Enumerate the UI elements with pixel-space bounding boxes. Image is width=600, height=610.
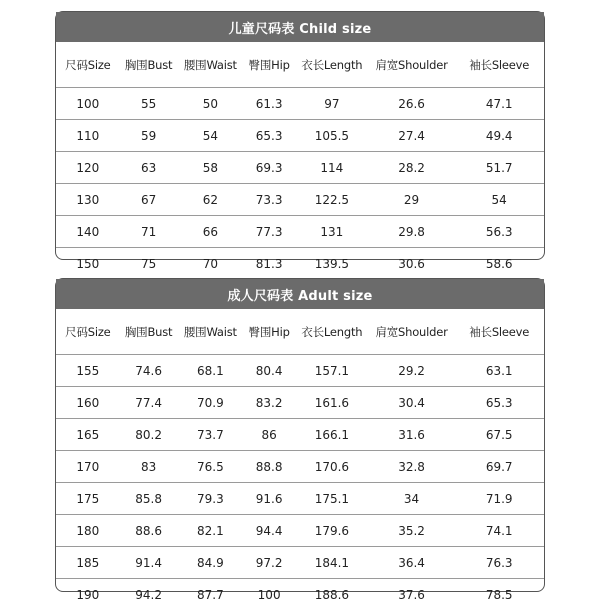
cell-hip: 80.4 [255,363,283,378]
cell-bust: 88.6 [135,523,162,538]
cell-size: 150 [76,256,100,271]
cell-hip: 91.6 [255,491,283,506]
table-row [56,247,544,279]
child-table-header-row [56,42,544,87]
adult-size-table [55,278,545,602]
cell-shoulder: 29 [403,192,420,207]
cell-hip: 94.4 [255,523,283,538]
cell-sleeve: 54 [491,192,507,207]
cell-length: 157.1 [314,363,350,378]
header-waist: 腰围Waist [183,324,237,339]
cell-shoulder: 30.4 [398,395,425,410]
header-bust: 胸围Bust [124,324,173,339]
header-size: 尺码Size [65,324,111,339]
cell-waist: 58 [202,160,218,175]
cell-shoulder: 32.8 [398,459,425,474]
cell-length: 188.6 [314,587,350,602]
cell-hip: 86 [261,427,277,442]
cell-size: 130 [76,192,100,207]
table-row [56,514,544,546]
cell-waist: 70 [202,256,218,271]
cell-sleeve: 63.1 [485,363,513,378]
cell-hip: 81.3 [255,256,283,271]
cell-length: 170.6 [314,459,350,474]
table-row [56,151,544,183]
cell-bust: 83 [140,459,157,474]
header-length: 衣长Length [301,324,363,339]
cell-sleeve: 71.9 [485,491,513,506]
cell-size: 120 [76,160,100,175]
cell-hip: 83.2 [255,395,283,410]
cell-hip: 88.8 [255,459,283,474]
table-row [56,546,544,578]
cell-waist: 87.7 [197,587,224,602]
cell-length: 131 [320,224,344,239]
cell-length: 179.6 [314,523,350,538]
header-waist: 腰围Waist [183,57,237,72]
cell-bust: 59 [140,128,157,143]
cell-shoulder: 34 [403,491,420,506]
child-table-title: 儿童尺码表 Child size [56,12,544,42]
cell-shoulder: 28.2 [398,160,425,175]
header-length: 衣长Length [301,57,363,72]
cell-waist: 50 [202,96,218,111]
cell-waist: 84.9 [197,555,224,570]
cell-sleeve: 47.1 [485,96,513,111]
cell-waist: 70.9 [197,395,224,410]
cell-length: 114 [320,160,344,175]
cell-bust: 77.4 [135,395,162,410]
table-row [56,215,544,247]
cell-sleeve: 74.1 [485,523,513,538]
cell-shoulder: 35.2 [398,523,425,538]
cell-size: 110 [76,128,100,143]
cell-shoulder: 36.4 [398,555,425,570]
cell-sleeve: 49.4 [485,128,513,143]
cell-size: 160 [76,395,100,410]
table-row [56,450,544,482]
cell-length: 166.1 [314,427,350,442]
cell-waist: 73.7 [197,427,224,442]
table-row [56,386,544,418]
cell-hip: 77.3 [255,224,283,239]
header-sleeve: 袖长Sleeve [469,324,530,339]
cell-sleeve: 67.5 [485,427,513,442]
table-row [56,418,544,450]
table-row [56,578,544,610]
cell-length: 139.5 [314,256,350,271]
header-hip: 臀围Hip [248,324,290,339]
cell-size: 175 [76,491,100,506]
cell-size: 170 [76,459,100,474]
cell-waist: 82.1 [197,523,224,538]
header-sleeve: 袖长Sleeve [469,57,530,72]
header-hip: 臀围Hip [248,57,290,72]
cell-bust: 55 [140,96,157,111]
cell-shoulder: 37.6 [398,587,425,602]
cell-length: 161.6 [314,395,350,410]
cell-length: 184.1 [314,555,350,570]
cell-sleeve: 51.7 [485,160,513,175]
cell-bust: 91.4 [135,555,162,570]
cell-hip: 61.3 [255,96,283,111]
cell-hip: 100 [257,587,281,602]
cell-shoulder: 30.6 [398,256,425,271]
cell-size: 100 [76,96,100,111]
header-shoulder: 肩宽Shoulder [375,57,448,72]
cell-sleeve: 58.6 [485,256,513,271]
cell-bust: 80.2 [135,427,162,442]
cell-bust: 63 [140,160,157,175]
cell-sleeve: 78.5 [485,587,513,602]
cell-size: 190 [76,587,100,602]
cell-hip: 97.2 [255,555,283,570]
cell-sleeve: 56.3 [485,224,513,239]
header-bust: 胸围Bust [124,57,173,72]
cell-length: 175.1 [314,491,350,506]
adult-table-header-row [56,309,544,354]
header-size: 尺码Size [65,57,111,72]
cell-length: 105.5 [314,128,350,143]
cell-waist: 76.5 [197,459,224,474]
cell-sleeve: 69.7 [485,459,513,474]
cell-bust: 74.6 [135,363,162,378]
cell-shoulder: 29.2 [398,363,425,378]
cell-bust: 94.2 [135,587,162,602]
cell-shoulder: 31.6 [398,427,425,442]
cell-bust: 67 [140,192,157,207]
child-size-table [55,11,545,271]
cell-bust: 71 [140,224,157,239]
cell-bust: 75 [140,256,157,271]
cell-size: 140 [76,224,100,239]
adult-table-title: 成人尺码表 Adult size [56,279,544,309]
table-row [56,482,544,514]
cell-waist: 62 [202,192,218,207]
cell-hip: 69.3 [255,160,283,175]
cell-hip: 65.3 [255,128,283,143]
cell-sleeve: 76.3 [485,555,513,570]
cell-size: 165 [76,427,100,442]
cell-waist: 66 [202,224,218,239]
cell-size: 180 [76,523,100,538]
cell-waist: 54 [202,128,218,143]
cell-shoulder: 27.4 [398,128,425,143]
table-row [56,87,544,119]
table-row [56,119,544,151]
cell-waist: 68.1 [197,363,224,378]
cell-shoulder: 26.6 [398,96,425,111]
cell-waist: 79.3 [197,491,224,506]
cell-size: 155 [76,363,100,378]
table-row [56,354,544,386]
table-row [56,183,544,215]
cell-length: 97 [324,96,340,111]
header-shoulder: 肩宽Shoulder [375,324,448,339]
cell-shoulder: 29.8 [398,224,425,239]
cell-bust: 85.8 [135,491,162,506]
cell-length: 122.5 [314,192,350,207]
cell-hip: 73.3 [255,192,283,207]
cell-sleeve: 65.3 [485,395,513,410]
cell-size: 185 [76,555,100,570]
